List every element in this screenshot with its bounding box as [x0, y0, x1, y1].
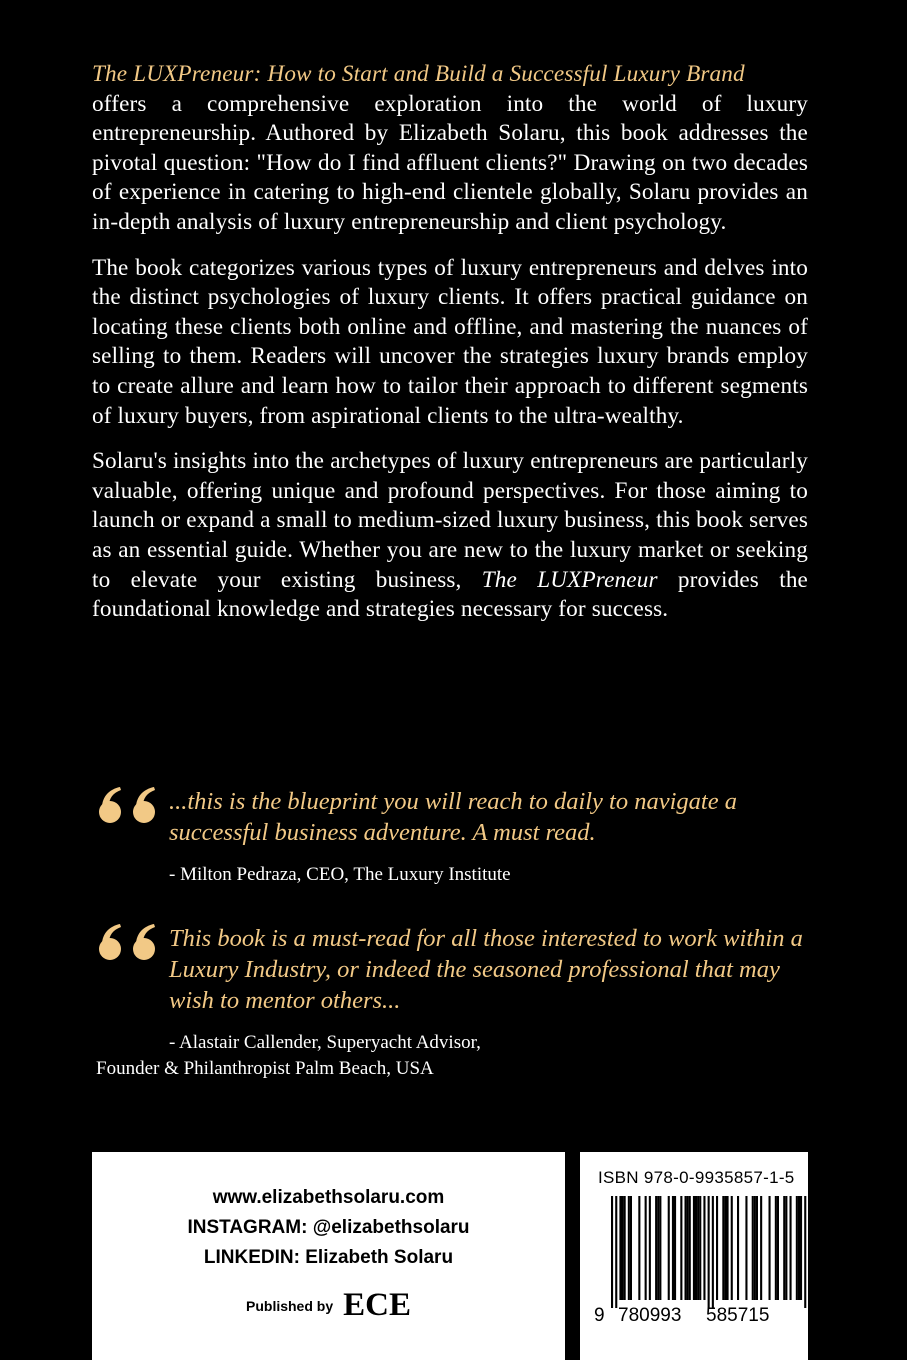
- testimonial-2-attribution-line1: - Alastair Callender, Superyacht Advisor,: [169, 1032, 481, 1053]
- barcode-bar: [745, 1196, 747, 1300]
- barcode-bar: [798, 1196, 800, 1300]
- barcode-bar: [672, 1196, 674, 1300]
- barcode-bar: [611, 1196, 613, 1308]
- isbn-barcode-panel: [580, 1152, 808, 1360]
- book-title-italic: The LUXPreneur: How to Start and Build a Successful Luxury Brand: [92, 61, 745, 87]
- barcode-bar: [655, 1196, 657, 1300]
- barcode-bar: [804, 1196, 806, 1308]
- barcode-bar: [687, 1196, 689, 1300]
- barcode-bar: [624, 1196, 626, 1300]
- instagram-handle: INSTAGRAM: @elizabethsolaru: [187, 1217, 470, 1238]
- isbn-digit-group-1: 780993: [618, 1305, 682, 1326]
- blurb-paragraph-3: [92, 447, 808, 625]
- barcode-bar: [615, 1196, 617, 1308]
- isbn-digit-group-2: 585715: [706, 1305, 770, 1326]
- barcode-bar: [722, 1196, 724, 1300]
- barcode-bar: [689, 1196, 691, 1300]
- barcode-bar: [645, 1196, 647, 1300]
- barcode-bar: [699, 1196, 701, 1300]
- testimonial-1-text: ...this is the blueprint you will reach to daily to navigate a successful business adventure. A must read.: [169, 788, 737, 846]
- contact-panel: [92, 1152, 565, 1360]
- barcode-bar: [775, 1196, 777, 1300]
- back-cover-blurb: [92, 60, 808, 641]
- barcode-bar: [659, 1196, 661, 1300]
- barcode-bar: [769, 1196, 771, 1300]
- testimonial-1: [96, 786, 816, 888]
- isbn-label: ISBN 978-0-9935857-1-5: [598, 1168, 795, 1187]
- barcode-bar: [628, 1196, 630, 1300]
- blurb-paragraph-1-text: offers a comprehensive exploration into the world of luxury entrepreneurship. Authored by Elizabeth Solaru, this book addresses the pivotal question: "How do I find affluent clients?" Drawing on two decades of experience in catering to high-end clientele globally, Solaru provides an in-depth analysis of luxury entrepreneurship and client psychology.: [92, 90, 808, 235]
- barcode-bar: [796, 1196, 798, 1300]
- barcode-bar: [649, 1196, 651, 1300]
- testimonial-2-text: This book is a must-read for all those interested to work within a Luxury Industry, or indeed the seasoned professional that may wish to mentor others...: [169, 925, 803, 1014]
- barcode-bar: [777, 1196, 779, 1300]
- barcode-bar: [668, 1196, 670, 1300]
- barcode-bar: [712, 1196, 714, 1308]
- blurb-paragraph-2: The book categorizes various types of luxury entrepreneurs and delves into the distinct psychologies of luxury clients. It offers practical guidance on locating these clients both online and offline, and mastering the nuances of selling to them. Readers will uncover the strategies luxury brands employ to create allure and learn how to tailor their approach to different segments of luxury buyers, from aspirational clients to the ultra-wealthy.: [92, 254, 808, 429]
- barcode-bar: [680, 1196, 682, 1300]
- barcode-bar: [619, 1196, 621, 1300]
- barcode-bar: [731, 1196, 733, 1300]
- barcode-bar: [760, 1196, 762, 1300]
- barcode-bar: [727, 1196, 729, 1300]
- barcode-bar: [754, 1196, 756, 1300]
- barcode-bar: [657, 1196, 659, 1300]
- barcode-bar: [638, 1196, 640, 1300]
- barcode-bar: [752, 1196, 754, 1300]
- testimonial-2-attribution: [96, 1030, 816, 1082]
- linkedin-handle: LINKEDIN: Elizabeth Solaru: [203, 1247, 454, 1268]
- website-link: www.elizabethsolaru.com: [212, 1187, 445, 1208]
- barcode-icon: [580, 1152, 808, 1360]
- barcode-bar: [708, 1196, 710, 1308]
- barcode-bar: [703, 1196, 705, 1300]
- testimonial-1-attribution: - Milton Pedraza, CEO, The Luxury Institute: [169, 864, 511, 885]
- barcode-bar: [716, 1196, 718, 1300]
- barcode-bar: [790, 1196, 792, 1300]
- testimonial-2: [96, 923, 816, 1082]
- barcode-bar: [697, 1196, 699, 1300]
- barcode-bar: [695, 1196, 697, 1300]
- blurb-paragraph-3-text-a: Solaru's insights into the archetypes of luxury entrepreneurs are particularly valuable, offering unique and profound perspectives. For those aiming to launch or expand a small to medium-sized luxury business, this book serves as an essential guide. Whether you are new to the luxury market or seeking to elevate your existing business,: [92, 448, 808, 593]
- barcode-bar: [693, 1196, 695, 1300]
- book-title-inline: The LUXPreneur: [481, 566, 658, 593]
- barcode-bar: [785, 1196, 787, 1300]
- barcode-bar: [622, 1196, 624, 1300]
- barcode-bar: [724, 1196, 726, 1300]
- published-by-label: Published by: [246, 1297, 334, 1314]
- blurb-paragraph-1: [92, 60, 808, 238]
- barcode-bar: [737, 1196, 739, 1300]
- quote-marks-icon: [96, 786, 162, 826]
- quote-marks-icon: [96, 923, 162, 963]
- barcode-bar: [630, 1196, 632, 1300]
- publisher-logo: ECE: [343, 1287, 411, 1323]
- blurb-paragraph-3-text-b: provides the foundational knowledge and strategies necessary for success.: [92, 566, 809, 623]
- barcode-bar: [800, 1196, 802, 1300]
- isbn-digit-first: 9: [594, 1305, 605, 1326]
- barcode-bar: [756, 1196, 758, 1300]
- barcode-bar: [783, 1196, 785, 1300]
- barcode-bar: [674, 1196, 676, 1300]
- barcode-bar: [685, 1196, 687, 1300]
- testimonial-2-attribution-line2: Founder & Philanthropist Palm Beach, USA: [96, 1058, 434, 1079]
- publisher-credit: [92, 1287, 565, 1324]
